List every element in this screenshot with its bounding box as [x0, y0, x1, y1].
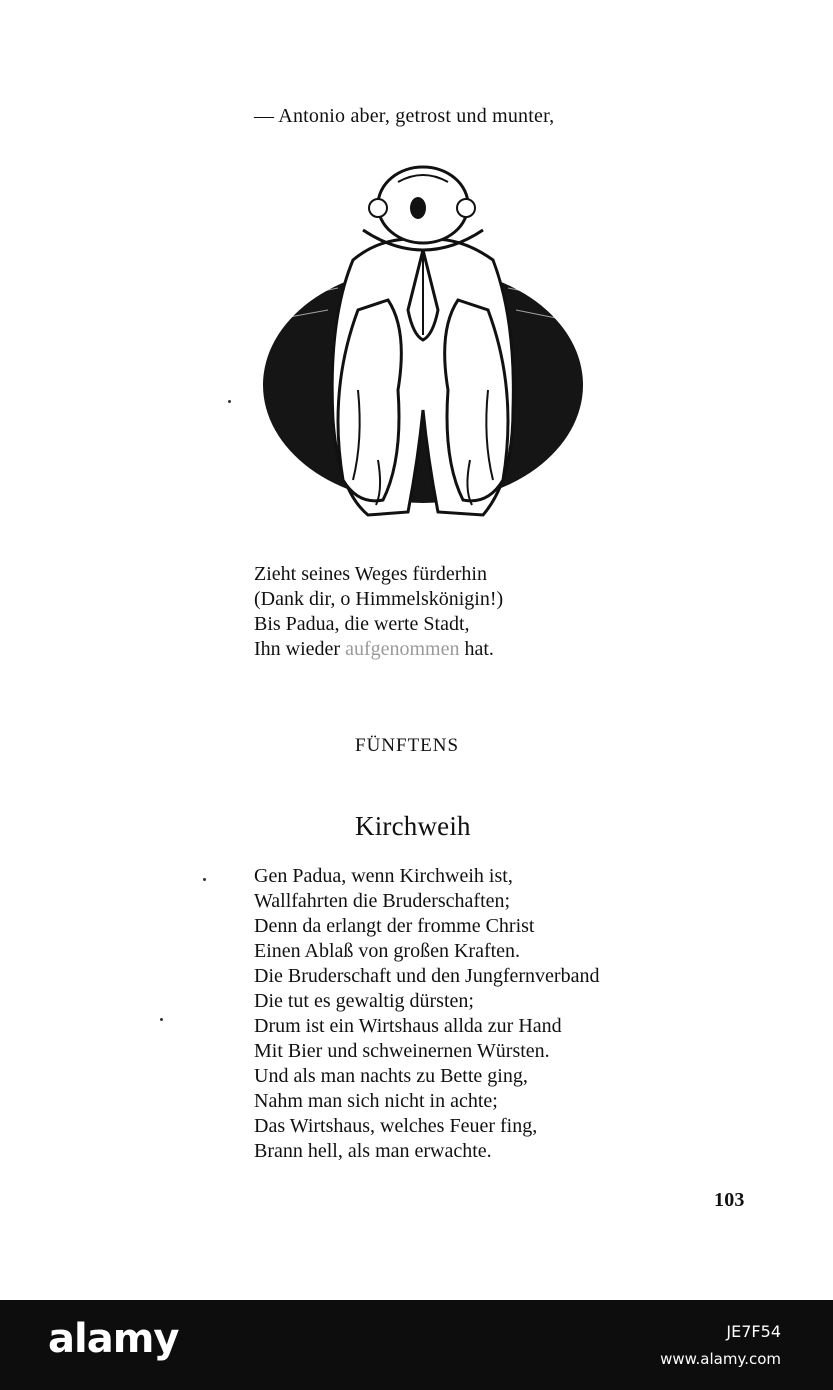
verse-line: Wallfahrten die Bruderschaften; — [254, 890, 511, 912]
verse-line: Und als man nachts zu Bette ging, — [254, 1065, 528, 1087]
print-speck — [160, 1018, 163, 1021]
intro-line: — Antonio aber, getrost und munter, — [254, 105, 555, 127]
print-speck — [203, 878, 206, 881]
page-number: 103 — [714, 1189, 745, 1211]
stanza-2 — [254, 864, 599, 1164]
verse-line: Brann hell, als man erwachte. — [254, 1140, 492, 1162]
watermark-url: www.alamy.com — [660, 1350, 781, 1368]
praying-monk-icon — [258, 160, 588, 530]
print-speck — [228, 400, 231, 403]
alamy-logo: alamy — [48, 1316, 179, 1362]
verse-line: Denn da erlangt der fromme Christ — [254, 915, 535, 937]
verse-line: Die Bruderschaft und den Jungfernverband — [254, 965, 600, 987]
verse-line: Nahm man sich nicht in achte; — [254, 1090, 498, 1112]
verse-line — [254, 637, 503, 662]
verse-line: Gen Padua, wenn Kirchweih ist, — [254, 865, 513, 887]
verse-line: Einen Ablaß von großen Kraften. — [254, 940, 521, 962]
verse-line: Drum ist ein Wirtshaus allda zur Hand — [254, 1015, 562, 1037]
section-heading: FÜNFTENS — [355, 735, 460, 756]
poem-title: Kirchweih — [355, 811, 471, 841]
verse-line: Zieht seines Weges fürderhin — [254, 563, 487, 585]
verse-line: (Dank dir, o Himmelskönigin!) — [254, 588, 504, 610]
verse-line: Die tut es gewaltig dürsten; — [254, 990, 474, 1012]
verse-text: hat. — [459, 638, 494, 660]
stanza-1 — [254, 562, 503, 662]
image-code: JE7F54 — [726, 1322, 781, 1341]
verse-line: Das Wirtshaus, welches Feuer fing, — [254, 1115, 538, 1137]
verse-line: Bis Padua, die werte Stadt, — [254, 613, 470, 635]
verse-line: Mit Bier und schweinernen Würsten. — [254, 1040, 550, 1062]
watermark-bar — [0, 1300, 833, 1390]
faded-word: aufgenommen — [345, 638, 460, 660]
verse-text: Ihn wieder — [254, 638, 346, 660]
